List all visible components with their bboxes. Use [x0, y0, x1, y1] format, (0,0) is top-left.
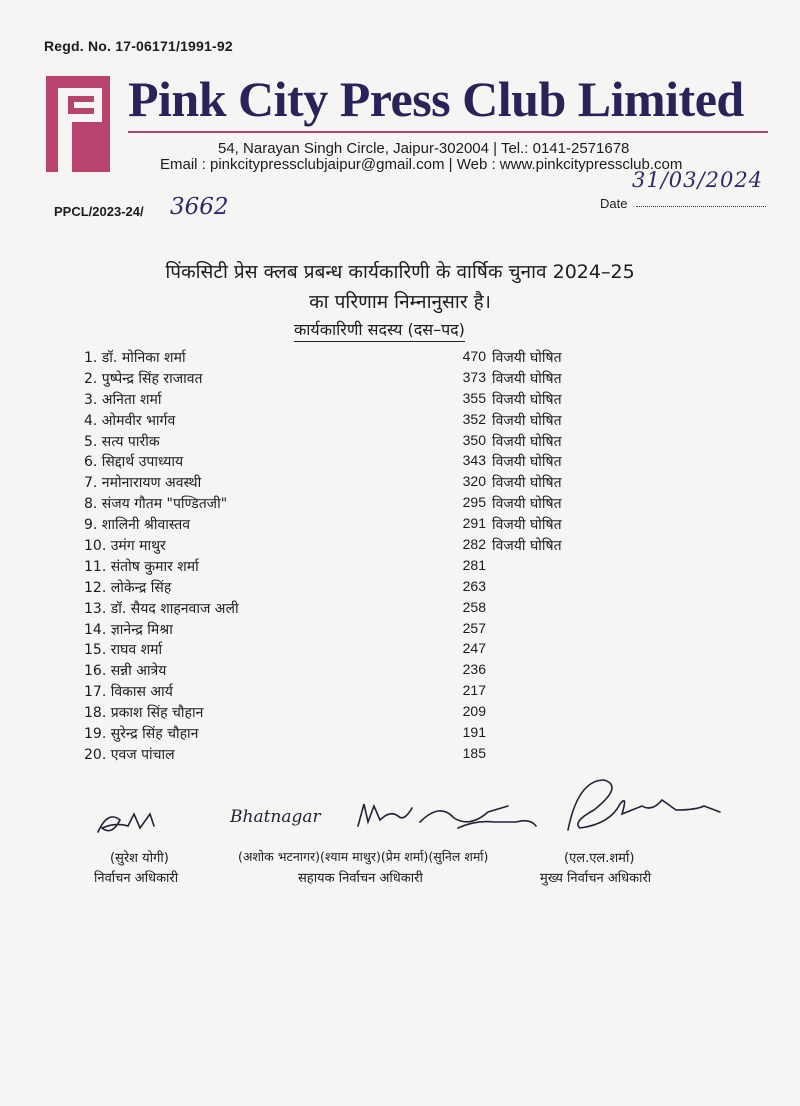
candidate-name: 17. विकास आर्य: [84, 684, 173, 701]
result-row: [84, 640, 604, 661]
reference-prefix: PPCL/2023-24/: [54, 204, 144, 219]
winner-status: विजयी घोषित: [492, 538, 562, 555]
candidate-votes: 263: [462, 577, 486, 594]
registration-number: Regd. No. 17-06171/1991-92: [44, 38, 233, 54]
candidate-votes: 257: [462, 619, 486, 636]
candidate-name: 11. संतोष कुमार शर्मा: [84, 558, 199, 575]
result-row: [84, 661, 604, 682]
winner-status: विजयी घोषित: [492, 412, 562, 429]
candidate-votes: 217: [462, 682, 486, 699]
result-row: [84, 515, 604, 536]
winner-status: विजयी घोषित: [492, 350, 562, 366]
result-row: [84, 703, 604, 724]
date-label: Date: [600, 196, 628, 211]
winner-status: विजयी घोषित: [492, 496, 562, 513]
result-row: [84, 390, 604, 411]
chief-officer-role: मुख्य निर्वाचन अधिकारी: [540, 871, 652, 886]
candidate-votes: 373: [462, 368, 486, 385]
handwritten-signatures: [90, 760, 770, 840]
result-row: [84, 620, 604, 641]
assistant-officers-role: सहायक निर्वाचन अधिकारी: [298, 871, 423, 886]
candidate-votes: 352: [462, 410, 486, 427]
result-row: [84, 369, 604, 390]
winner-status: विजयी घोषित: [492, 370, 562, 387]
candidate-votes: 209: [462, 703, 486, 720]
result-row: [84, 599, 604, 620]
notice-title-line1: पिंकसिटी प्रेस क्लब प्रबन्ध कार्यकारिणी के वार्षिक चुनाव 2024–25: [165, 261, 635, 283]
candidate-votes: 350: [462, 431, 486, 448]
signature-text: Bhatnagar: [230, 807, 321, 827]
candidate-name: 3. अनिता शर्मा: [84, 391, 162, 408]
candidate-name: 16. सन्नी आत्रेय: [84, 663, 167, 680]
assistant-officers-names: (अशोक भटनागर)(श्याम माथुर)(प्रेम शर्मा)(सुनिल शर्मा): [238, 849, 489, 864]
result-row: [84, 432, 604, 453]
candidate-name: 15. राघव शर्मा: [84, 642, 163, 659]
candidate-votes: 191: [462, 724, 486, 741]
candidate-votes: 247: [462, 640, 486, 657]
candidate-name: 9. शालिनी श्रीवास्तव: [84, 517, 191, 534]
candidate-votes: 236: [462, 661, 486, 678]
club-logo: [46, 76, 110, 172]
date-line: [636, 206, 766, 207]
notice-subheading: कार्यकारिणी सदस्य (दस–पद): [294, 318, 465, 342]
election-officer-name: (सुरेश योगी): [110, 851, 169, 866]
result-row: [84, 557, 604, 578]
result-row: [84, 473, 604, 494]
candidate-name: 20. एवज पांचाल: [84, 746, 175, 763]
chief-officer-name: (एल.एल.शर्मा): [564, 851, 635, 866]
notice-title-line2: का परिणाम निम्नानुसार है।: [309, 291, 491, 313]
club-contact: Email : pinkcitypressclubjaipur@gmail.com | Web : www.pinkcitypressclub.com: [160, 156, 683, 173]
result-row: [84, 452, 604, 473]
signature-block: [90, 760, 770, 886]
result-row: [84, 724, 604, 745]
candidate-name: 14. ज्ञानेन्द्र मिश्रा: [84, 621, 173, 638]
winner-status: विजयी घोषित: [492, 391, 562, 408]
date-value: 31/03/2024: [632, 168, 764, 192]
candidate-name: 10. उमंग माथुर: [84, 538, 166, 555]
candidate-name: 19. सुरेन्द्र सिंह चौहान: [84, 726, 199, 743]
candidate-name: 13. डॉ. सैयद शाहनवाज अली: [84, 600, 239, 617]
club-name: Pink City Press Club Limited: [128, 71, 744, 127]
candidate-name: 12. लोकेन्द्र सिंह: [84, 579, 172, 596]
reference-number: 3662: [170, 194, 229, 220]
results-list: [84, 348, 604, 766]
candidate-name: 4. ओमवीर भार्गव: [84, 412, 176, 429]
result-row: [84, 348, 604, 369]
candidate-name: 1. डॉ. मोनिका शर्मा: [84, 350, 186, 366]
candidate-votes: 355: [462, 389, 486, 406]
candidate-name: 5. सत्य पारीक: [84, 433, 160, 450]
candidate-votes: 320: [462, 473, 486, 490]
result-row: [84, 578, 604, 599]
candidate-votes: 281: [462, 556, 486, 573]
candidate-votes: 343: [462, 452, 486, 469]
result-row: [84, 682, 604, 703]
candidate-name: 8. संजय गौतम "पण्डितजी": [84, 496, 228, 513]
candidate-name: 18. प्रकाश सिंह चौहान: [84, 705, 204, 722]
winner-status: विजयी घोषित: [492, 517, 562, 534]
winner-status: विजयी घोषित: [492, 475, 562, 492]
election-officer-role: निर्वाचन अधिकारी: [94, 871, 179, 886]
candidate-votes: 282: [462, 536, 486, 553]
candidate-votes: 295: [462, 494, 486, 511]
header-rule: [128, 131, 768, 133]
club-address: 54, Narayan Singh Circle, Jaipur-302004 | Tel.: 0141-2571678: [218, 140, 630, 157]
result-row: [84, 536, 604, 557]
candidate-name: 6. सिद्दार्थ उपाध्याय: [84, 454, 184, 471]
result-row: [84, 494, 604, 515]
candidate-votes: 258: [462, 598, 486, 615]
winner-status: विजयी घोषित: [492, 454, 562, 471]
candidate-name: 7. नमोनारायण अवस्थी: [84, 475, 202, 492]
result-row: [84, 411, 604, 432]
candidate-votes: 185: [462, 744, 486, 761]
candidate-name: 2. पुष्पेन्द्र सिंह राजावत: [84, 370, 203, 387]
candidate-votes: 291: [462, 515, 486, 532]
candidate-votes: 470: [462, 348, 486, 364]
winner-status: विजयी घोषित: [492, 433, 562, 450]
